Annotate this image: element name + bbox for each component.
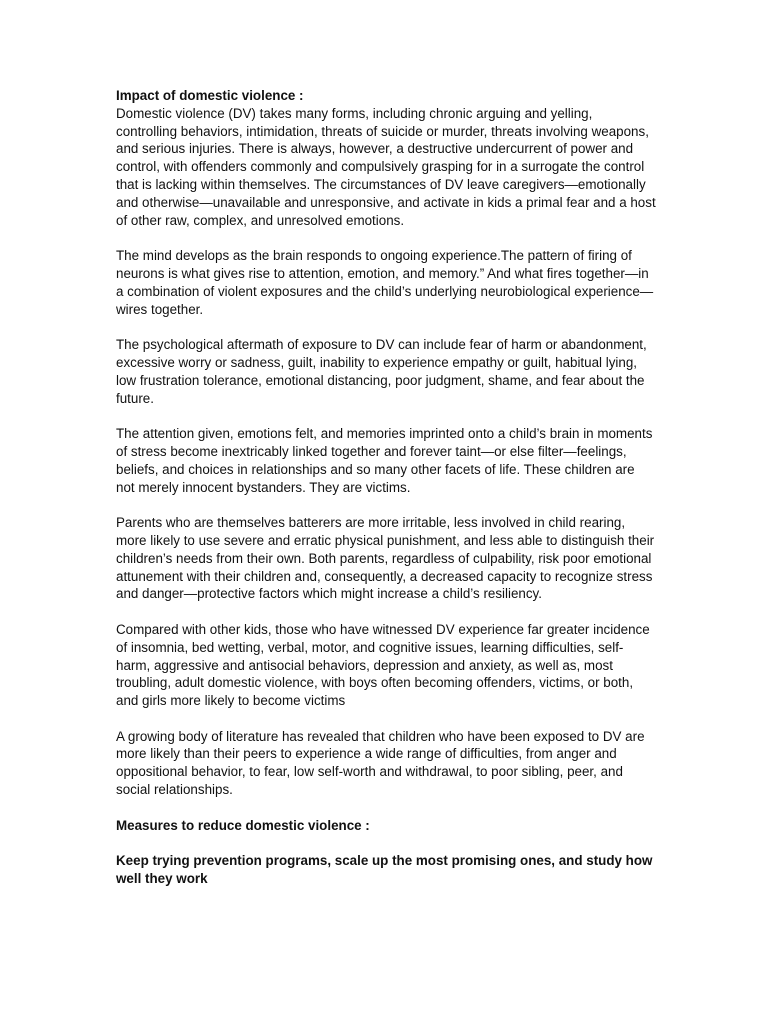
paragraph-mind-develops: The mind develops as the brain responds to ongoing experience.The pattern of firing of neurons is what gives rise to attention, emotion, and memory.” And what fires together—in a combination of violent exposures and the child’s underlying neurobiological experience—wires together. — [116, 248, 654, 317]
paragraph-growing-literature: A growing body of literature has revealed that children who have been exposed to DV are more likely than their peers to experience a wide range of difficulties, from anger and oppositional behavior, to fear, low self-worth and withdrawal, to poor sibling, peer, and social relationships. — [116, 728, 645, 798]
document-body — [116, 87, 656, 906]
paragraph-parents-batterers: Parents who are themselves batterers are more irritable, less involved in child rearing, more likely to use severe and erratic physical punishment, and less able to distinguish their children’s needs from their own. Both parents, regardless of culpability, risk poor emotional attunement with their children and, consequently, a decreased capacity to recognize stress and danger—protective factors which might increase a child’s resiliency. — [116, 515, 655, 602]
paragraph-compared-kids: Compared with other kids, those who have witnessed DV experience far greater incidence of insomnia, bed wetting, verbal, motor, and cognitive issues, learning difficulties, self-harm, aggressive and antisocial behaviors, depression and anxiety, as well as, most troubling, adult domestic violence, with boys often becoming offenders, victims, or both, and girls more likely to become victims — [116, 621, 650, 709]
section-heading-impact: Impact of domestic violence : — [116, 88, 304, 103]
measure-item: Keep trying prevention programs, scale up the most promising ones, and study how well they work — [116, 853, 653, 887]
section-heading-measures: Measures to reduce domestic violence : — [116, 817, 370, 833]
paragraph-psychological-aftermath: The psychological aftermath of exposure to DV can include fear of harm or abandonment, excessive worry or sadness, guilt, inability to experience empathy or guilt, habitual lying, low frustration tolerance, emotional distancing, poor judgment, shame, and fear about the future. — [116, 337, 647, 406]
paragraph-dv-forms: Domestic violence (DV) takes many forms, including chronic arguing and yelling, controlling behaviors, intimidation, threats of suicide or murder, threats involving weapons, and serious injuries. There is always, however, a destructive undercurrent of power and control, with offenders commonly and compulsively grasping for in a surrogate the control that is lacking within themselves. The circumstances of DV leave caregivers—emotionally and otherwise—unavailable and unresponsive, and activate in kids a primal fear and a host of other raw, complex, and unresolved emotions. — [116, 105, 656, 228]
paragraph-attention-emotions: The attention given, emotions felt, and memories imprinted onto a child’s brain in moments of stress become inextricably linked together and forever taint—or else filter—feelings, beliefs, and choices in relationships and so many other facets of life. These children are not merely innocent bystanders. They are victims. — [116, 426, 653, 495]
